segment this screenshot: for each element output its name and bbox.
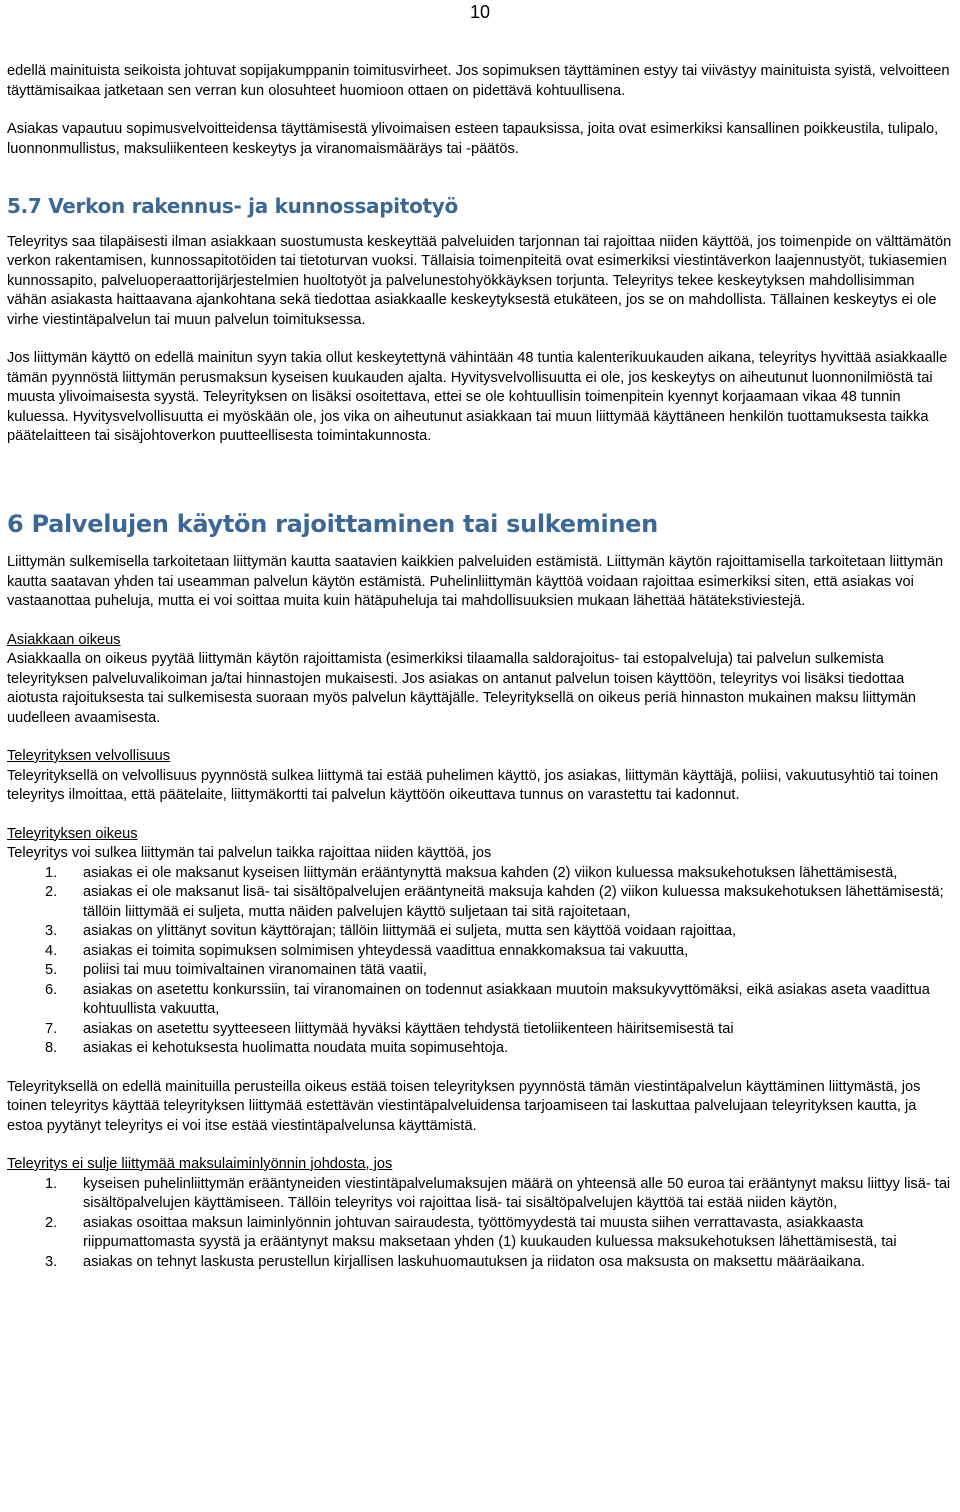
list-number: 3. bbox=[45, 923, 58, 939]
list-text: asiakas on asetettu syytteeseen liittymää hyväksi käyttäen tehdystä tietoliikenteen häiritsemisestä tai bbox=[83, 1020, 734, 1037]
subheading-customer-right: Asiakkaan oikeus bbox=[7, 631, 121, 648]
section-heading-6: 6 Palvelujen käytön rajoittaminen tai sulkeminen bbox=[7, 509, 658, 538]
list-item bbox=[7, 942, 955, 962]
list-number: 2. bbox=[45, 1214, 58, 1231]
paragraph: edellä mainituista seikoista johtuvat sopijakumppanin toimitusvirheet. Jos sopimuksen täyttäminen estyy tai viivästyy mainituista syistä, velvoitteen täyttämisaikaa jatketaan sen verran kun olosuhteet huomioon ottaen on pidettävä kohtuullisena. bbox=[7, 63, 950, 99]
paragraph: Liittymän sulkemisella tarkoitetaan liittymän kautta saatavien kaikkien palveluiden estämistä. Liittymän käytön rajoittamisella tarkoitetaan liittymän kautta saatavan yhden tai useamman palvelun käytön estämistä. Puhelinliittymän käyttöä voidaan rajoittaa esimerkiksi siten, että asiakas voi vastaanottaa puheluja, mutta ei voi soittaa muita kuin hätäpuheluja tai mahdollisuuksien mukaan lähettää hätätekstiviestejä. bbox=[7, 554, 944, 609]
list-item bbox=[7, 1214, 955, 1253]
list-item bbox=[7, 922, 955, 942]
list-item bbox=[7, 1020, 955, 1040]
list-number: 7. bbox=[45, 1020, 58, 1037]
list-item bbox=[7, 883, 955, 922]
list-number: 4. bbox=[45, 942, 58, 959]
list-item bbox=[7, 1039, 955, 1059]
paragraph: Jos liittymän käyttö on edellä mainitun syyn takia ollut keskeytettynä vähintään 48 tuntia kalenterikuukauden aikana, teleyritys hyvittää asiakkaalle tämän pyynnöstä liittymän perusmaksun kyseisen kuukauden ajalta. Hyvitysvelvollisuutta ei ole, jos keskeytys on aiheutunut luonnonilmiöstä tai muusta ylivoimaisesta syystä. Teleyrityksen on lisäksi osoitettava, ettei se ole kohtuullisin toimenpitein kyennyt korjaamaan vikaa 48 tunnin kuluessa. Hyvitysvelvollisuutta ei myöskään ole, jos vika on aiheutunut asiakkaan tai muun liittymää käyttäneen henkilön tuottamuksesta taikka päätelaitteen tai sisäjohtoverkon puutteellisesta toimintakunnosta. bbox=[7, 350, 948, 444]
paragraph: Asiakkaalla on oikeus pyytää liittymän käytön rajoittamista (esimerkiksi tilaamalla saldorajoitus- tai estopalveluja) tai palvelun sulkemista teleyrityksen palveluvalikoiman ja/tai hinnastojen mukaisesti. Jos asiakas on antanut palvelun toisen käyttöön, teleyritys voi lisäksi tiedottaa aiotusta rajoituksesta tai sulkemisesta suoraan myös palvelun käyttäjälle. Teleyrityksellä on oikeus periä hinnaston mukainen maksu liittymän uudelleen avaamisesta. bbox=[7, 651, 917, 726]
list-number: 2. bbox=[45, 884, 58, 900]
list-text: asiakas ei kehotuksesta huolimatta noudata muita sopimusehtoja. bbox=[83, 1040, 509, 1056]
list-item bbox=[7, 981, 955, 1020]
list-text: asiakas on tehnyt laskusta perustellun kirjallisen laskuhuomautuksen ja riidaton osa maksusta on maksettu määräaikana. bbox=[83, 1253, 865, 1270]
list-item bbox=[7, 1253, 955, 1273]
subheading-no-close: Teleyritys ei sulje liittymää maksulaiminlyönnin johdosta, jos bbox=[7, 1156, 393, 1172]
list-text: asiakas ei ole maksanut kyseisen liittymän erääntynyttä maksua kahden (2) viikon kuluessa maksukehotuksen lähettämisestä, bbox=[83, 864, 898, 881]
list-number: 1. bbox=[45, 864, 58, 881]
paragraph: Teleyritys saa tilapäisesti ilman asiakkaan suostumusta keskeyttää palveluiden tarjonnan tai rajoittaa niiden käyttöä, jos toimenpide on välttämätön verkon rakentamisen, kunnossapitotöiden tai tietoturvan vuoksi. Tällaisia toimenpiteitä ovat esimerkiksi viestintäverkon laajennustyöt, tukiasemien kunnossapito, palveluoperaattorijärjestelmien huoltotyöt ja palvelunestohyökkäyksen torjunta. Teleyritys tekee keskeytyksen mahdollisimman vähän asiakasta haittaavana ajankohtana sekä tiedottaa asiakkaalle keskeytyksestä etukäteen, jos se on mahdollista. Tällainen keskeytys ei ole virhe viestintäpalvelun tai muun palvelun toimituksessa. bbox=[7, 233, 952, 328]
subheading-operator-obligation: Teleyrityksen velvollisuus bbox=[7, 748, 171, 764]
list-text: asiakas on asetettu konkurssiin, tai viranomainen on todennut asiakkaan muutoin maksukyvyttömäksi, eikä asiakas aseta vaadittua kohtuullista vakuutta, bbox=[83, 981, 930, 1017]
no-close-list bbox=[7, 1175, 955, 1273]
list-text: poliisi tai muu toimivaltainen viranomainen tätä vaatii, bbox=[83, 962, 427, 978]
list-number: 1. bbox=[45, 1175, 58, 1192]
list-number: 3. bbox=[45, 1253, 58, 1270]
list-item bbox=[7, 961, 955, 981]
subheading-operator-right: Teleyrityksen oikeus bbox=[7, 825, 138, 842]
document-body bbox=[7, 62, 955, 1272]
list-text: asiakas on ylittänyt sovitun käyttörajan; tällöin liittymää ei suljeta, mutta sen käyttöä voidaan rajoittaa, bbox=[83, 923, 737, 939]
paragraph: Asiakas vapautuu sopimusvelvoitteidensa täyttämisestä ylivoimaisen esteen tapauksissa, joita ovat esimerkiksi kansallinen poikkeustila, tulipalo, luonnonmullistus, maksuliikenteen keskeytys ja viranomaismääräys tai -päätös. bbox=[7, 121, 939, 157]
paragraph: Teleyrityksellä on edellä mainituilla perusteilla oikeus estää toisen teleyrityksen pyynnöstä tämän viestintäpalvelun käyttäminen liittymästä, jos toinen teleyritys käyttää teleyrityksen liittymää estettävän viestintäpalveluidensa tarjoamiseen tai laskuttaa palvelujaan teleyrityksen kautta, ja estoa pyytänyt teleyritys ei voi itse estää viestintäpalvelunsa käyttämistä. bbox=[7, 1078, 921, 1134]
list-text: kyseisen puhelinliittymän erääntyneiden viestintäpalvelumaksujen määrä on yhteensä alle 50 euroa tai erääntynyt maksu liittyy lisä- tai sisältöpalvelujen käyttämiseen. Tällöin teleyritys voi rajoittaa lisä- tai sisältöpalvelujen käyttöä tai estää niiden käytön, bbox=[83, 1175, 951, 1211]
list-number: 6. bbox=[45, 981, 58, 998]
operator-right-list bbox=[7, 864, 955, 1059]
page-number: 10 bbox=[469, 2, 491, 22]
list-text: asiakas ei toimita sopimuksen solmimisen yhteydessä vaadittua ennakkomaksua tai vakuutta, bbox=[83, 942, 689, 959]
list-text: asiakas ei ole maksanut lisä- tai sisältöpalvelujen erääntyneitä maksuja kahden (2) viikon kuluessa maksukehotuksen lähettämisestä; tällöin liittymää ei suljeta, mutta näiden palvelujen käyttö suljetaan tai sitä rajoitetaan, bbox=[83, 884, 944, 920]
paragraph: Teleyritys voi sulkea liittymän tai palvelun taikka rajoittaa niiden käyttöä, jos bbox=[7, 845, 492, 861]
list-number: 8. bbox=[45, 1040, 58, 1056]
list-number: 5. bbox=[45, 962, 58, 978]
section-heading-5-7: 5.7 Verkon rakennus- ja kunnossapitotyö bbox=[7, 194, 458, 218]
list-text: asiakas osoittaa maksun laiminlyönnin johtuvan sairaudesta, työttömyydestä tai muusta siihen verrattavasta, asiakkaasta riippumattomasta syystä ja erääntynyt maksu maksetaan yhden (1) kuukauden kuluessa maksukehotuksen lähettämisestä, tai bbox=[83, 1214, 897, 1250]
list-item bbox=[7, 1175, 955, 1214]
paragraph: Teleyrityksellä on velvollisuus pyynnöstä sulkea liittymä tai estää puhelimen käyttö, jos asiakas, liittymän käyttäjä, poliisi, vakuutusyhtiö tai toinen teleyritys ilmoittaa, että päätelaite, liittymäkortti tai palvelun käyttöön oikeuttava tunnus on varastettu tai kadonnut. bbox=[7, 767, 939, 803]
list-item bbox=[7, 864, 955, 884]
